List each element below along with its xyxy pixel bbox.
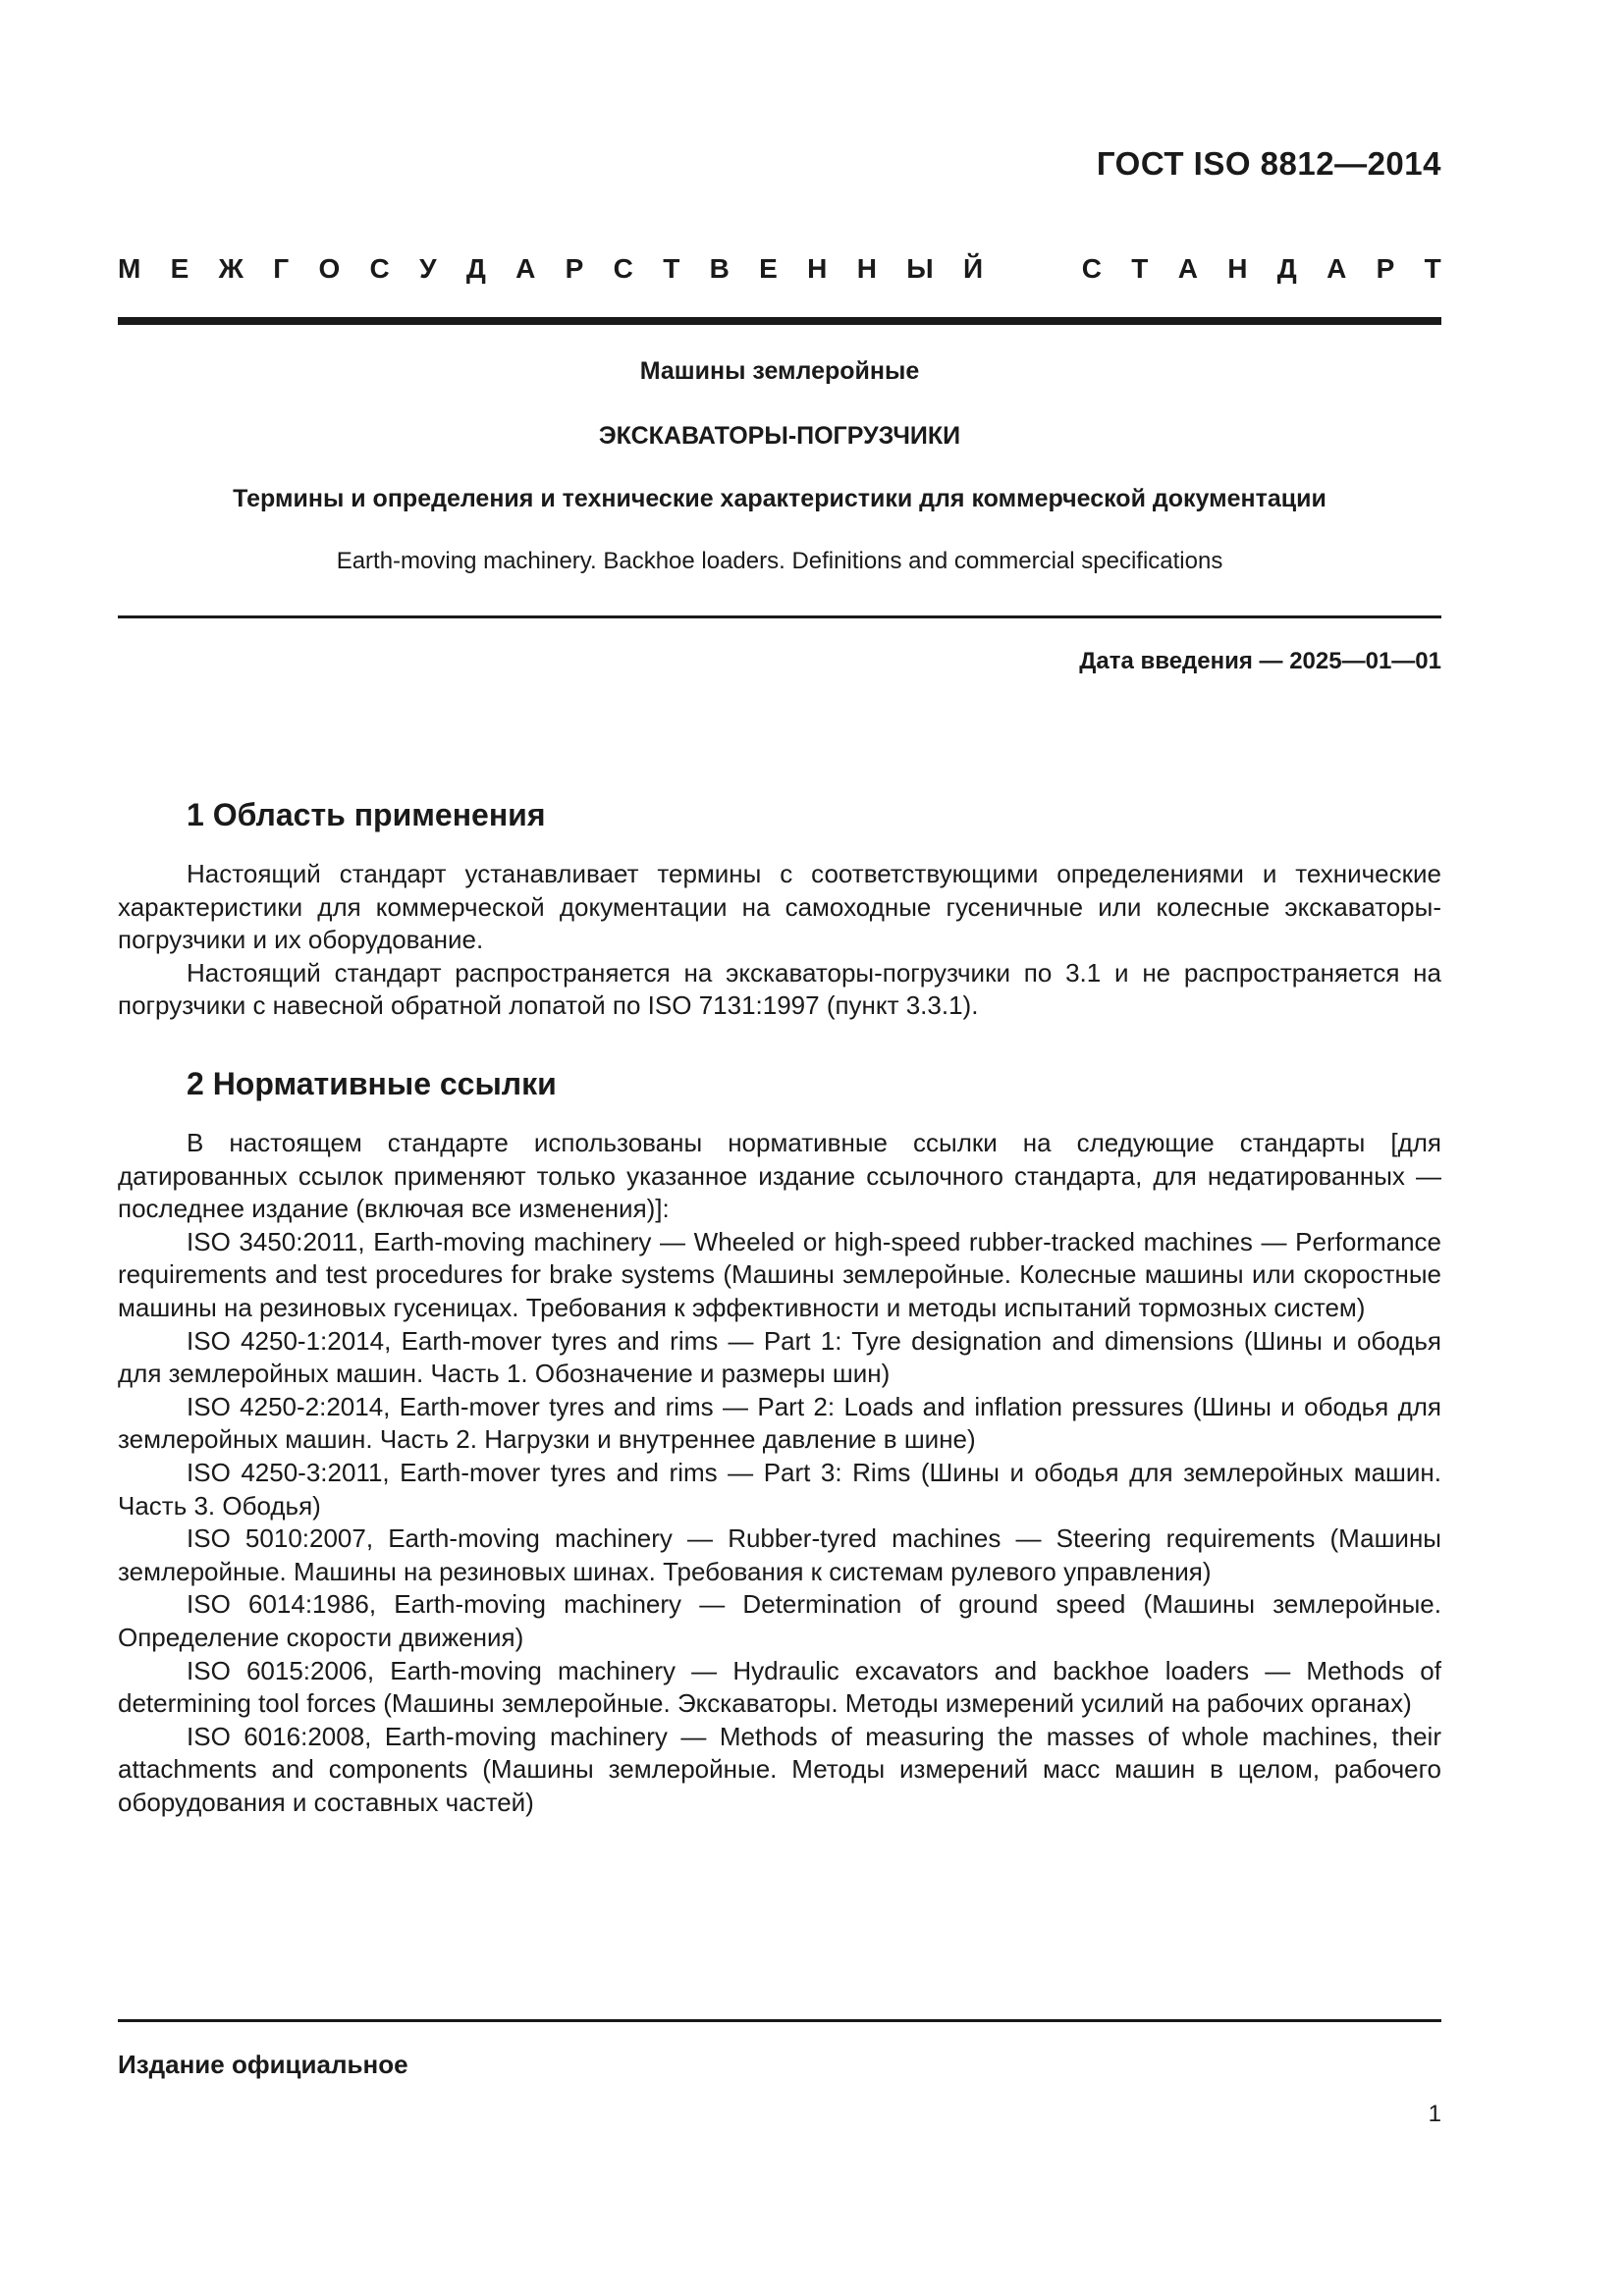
kind-letter: А [515, 253, 536, 284]
paragraph: В настоящем стандарте использованы нормативные ссылки на следующие стандарты [для датированных ссылок применяют только указанное издание ссылочного стандарта, для недатированных — последнее издание (включая все изменения)]: [118, 1128, 1441, 1224]
kind-letter: С [613, 253, 633, 284]
kind-letter: Т [1131, 253, 1149, 284]
page-number: 1 [1428, 2101, 1441, 2127]
section-title-normative-references: 2 Нормативные ссылки [187, 1066, 557, 1101]
reference-item: ISO 6015:2006, Earth-moving machinery — Hydraulic excavators and backhoe loaders — Methods of determining tool forces (Машины землеройные. Экскаваторы. Методы измерений усилий на рабочих органах) [118, 1655, 1441, 1719]
kind-letter: Т [663, 253, 680, 284]
kind-letter: М [118, 253, 141, 284]
kind-letter: Н [856, 253, 877, 284]
kind-letter: Н [1227, 253, 1248, 284]
kind-letter: Ж [218, 253, 244, 284]
kind-letter: Е [170, 253, 189, 284]
kind-letter: Р [1376, 253, 1395, 284]
kind-letter: Ы [906, 253, 934, 284]
paragraph: Настоящий стандарт распространяется на экскаваторы-погрузчики по 3.1 и не распространяется на погрузчики с навесной обратной лопатой по ISO 7131:1997 (пункт 3.3.1). [118, 957, 1441, 1021]
title-main: ЭКСКАВАТОРЫ-ПОГРУЗЧИКИ [598, 422, 961, 450]
reference-item: ISO 3450:2011, Earth-moving machinery — Wheeled or high-speed rubber-tracked machines — Performance requirements and test procedures for brake systems (Машины землеройные. Колесные машины или скоростные машины на резиновых гусеницах. Требования к эффективности и методы испытаний тормозных систем) [118, 1226, 1441, 1322]
kind-letter: Д [465, 253, 486, 284]
kind-letter: С [1081, 253, 1102, 284]
kind-letter: С [369, 253, 390, 284]
reference-item: ISO 4250-3:2011, Earth-mover tyres and rims — Part 3: Rims (Шины и ободья для землеройных машин. Часть 3. Ободья) [118, 1457, 1441, 1521]
reference-item: ISO 6014:1986, Earth-moving machinery — Determination of ground speed (Машины землеройные. Определение скорости движения) [118, 1589, 1441, 1652]
introduction-date: Дата введения — 2025—01—01 [1079, 648, 1441, 674]
kind-letter: А [1326, 253, 1347, 284]
reference-item: ISO 4250-2:2014, Earth-mover tyres and rims — Part 2: Loads and inflation pressures (Шины и ободья для землеройных машин. Часть 2. Нагрузки и внутреннее давление в шине) [118, 1391, 1441, 1455]
kind-letter: В [709, 253, 730, 284]
reference-item: ISO 5010:2007, Earth-moving machinery — Rubber-tyred machines — Steering requirements (Машины землеройные. Машины на резиновых шинах. Требования к системам рулевого управления) [118, 1523, 1441, 1586]
kind-letter: Й [962, 253, 984, 284]
kind-letter: Р [565, 253, 584, 284]
title-subtitle: Термины и определения и технические характеристики для коммерческой документации [233, 485, 1326, 512]
reference-item: ISO 4250-1:2014, Earth-mover tyres and rims — Part 1: Tyre designation and dimensions (Шины и ободья для землеройных машин. Часть 1. Обозначение и размеры шин) [118, 1325, 1441, 1389]
header-rule [118, 317, 1441, 325]
kind-letter: А [1177, 253, 1198, 284]
title-group: Машины землеройные [639, 357, 920, 385]
kind-letter: Г [273, 253, 290, 284]
kind-letter: Т [1424, 253, 1441, 284]
kind-letter: У [419, 253, 437, 284]
section-body-normative-references [118, 1127, 1441, 1819]
standard-kind [118, 253, 1441, 285]
kind-letter: Д [1276, 253, 1297, 284]
section-body-scope [118, 858, 1441, 1023]
reference-item: ISO 6016:2008, Earth-moving machinery — Methods of measuring the masses of whole machines, their attachments and components (Машины землеройные. Методы измерений масс машин в целом, рабочего оборудования и составных частей) [118, 1721, 1441, 1817]
official-edition-label: Издание официальное [118, 2050, 408, 2079]
title-rule [118, 615, 1441, 618]
kind-letter: Н [807, 253, 828, 284]
title-english: Earth-moving machinery. Backhoe loaders. Definitions and commercial specifications [336, 548, 1223, 574]
section-title-scope: 1 Область применения [187, 797, 546, 832]
footer-rule [118, 2019, 1441, 2022]
standard-designation: ГОСТ ISO 8812—2014 [1096, 145, 1441, 182]
kind-letter: Е [759, 253, 778, 284]
kind-letter: О [318, 253, 341, 284]
kind-word-gap [1012, 253, 1052, 285]
paragraph: Настоящий стандарт устанавливает термины с соответствующими определениями и технические характеристики для коммерческой документации на самоходные гусеничные или колесные экскаваторы-погрузчики и их оборудование. [118, 859, 1441, 955]
